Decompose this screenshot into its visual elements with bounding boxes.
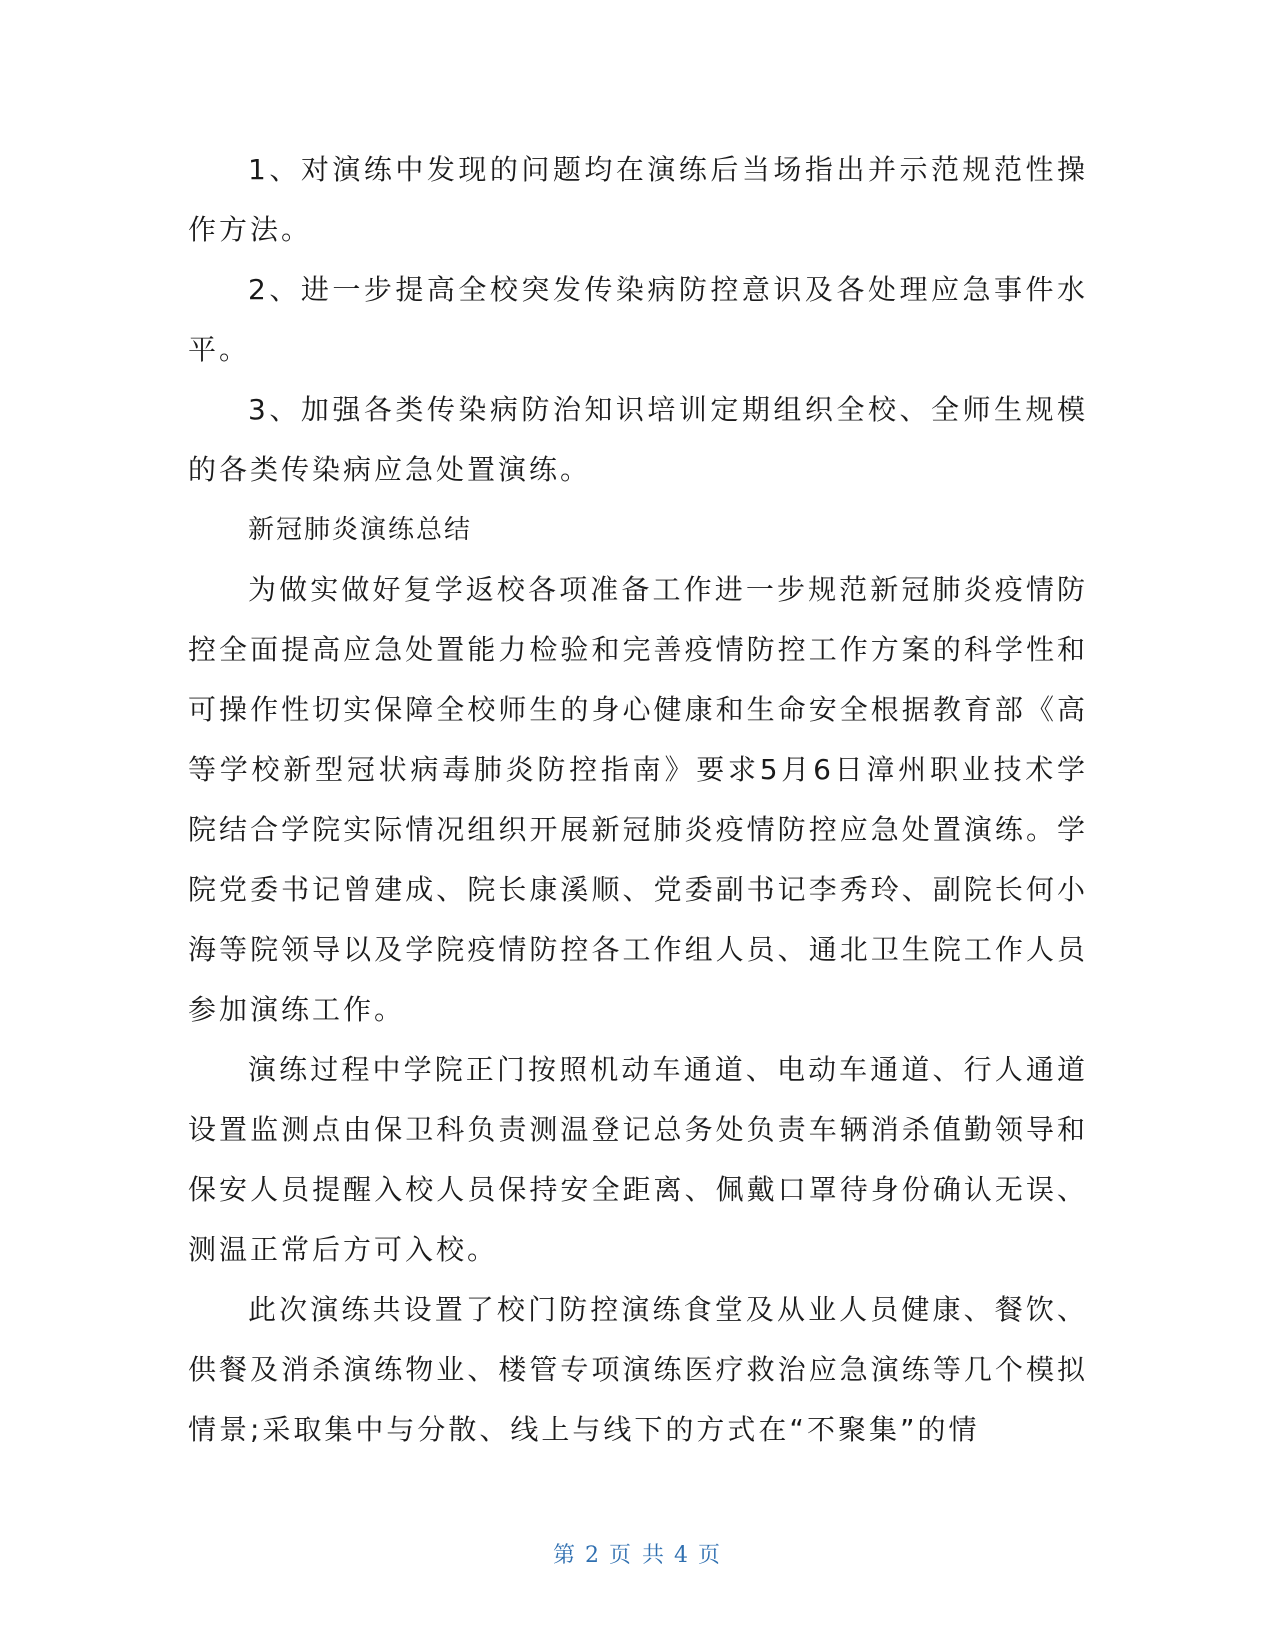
- list-item-2: 2、进一步提高全校突发传染病防控意识及各处理应急事件水平。: [188, 273, 1088, 366]
- footer-suffix: 页: [698, 1543, 723, 1568]
- page-footer: [0, 1538, 1275, 1569]
- body-paragraph-2: 演练过程中学院正门按照机动车通道、电动车通道、行人通道设置监测点由保卫科负责测温登记总务处负责车辆消杀值勤领导和保安人员提醒入校人员保持安全距离、佩戴口罩待身份确认无误、测温正常后方可入校。: [188, 1053, 1088, 1266]
- document-body: [188, 140, 1088, 1460]
- list-item-3: 3、加强各类传染病防治知识培训定期组织全校、全师生规模的各类传染病应急处置演练。: [188, 393, 1088, 486]
- body-paragraph-3: 此次演练共设置了校门防控演练食堂及从业人员健康、餐饮、供餐及消杀演练物业、楼管专项演练医疗救治应急演练等几个模拟情景;采取集中与分散、线上与线下的方式在“不聚集”的情: [188, 1293, 1088, 1446]
- footer-page-number: 2: [585, 1543, 601, 1568]
- footer-prefix: 第: [552, 1543, 577, 1568]
- footer-total-pages: 4: [674, 1543, 690, 1568]
- section-title: 新冠肺炎演练总结: [248, 515, 473, 545]
- body-paragraph-1: 为做实做好复学返校各项准备工作进一步规范新冠肺炎疫情防控全面提高应急处置能力检验和完善疫情防控工作方案的科学性和可操作性切实保障全校师生的身心健康和生命安全根据教育部《高等学校新型冠状病毒肺炎防控指南》要求5月6日漳州职业技术学院结合学院实际情况组织开展新冠肺炎疫情防控应急处置演练。学院党委书记曾建成、院长康溪顺、党委副书记李秀玲、副院长何小海等院领导以及学院疫情防控各工作组人员、通北卫生院工作人员参加演练工作。: [188, 573, 1088, 1026]
- list-item-1: 1、对演练中发现的问题均在演练后当场指出并示范规范性操作方法。: [188, 153, 1088, 246]
- footer-middle: 页 共: [609, 1543, 666, 1568]
